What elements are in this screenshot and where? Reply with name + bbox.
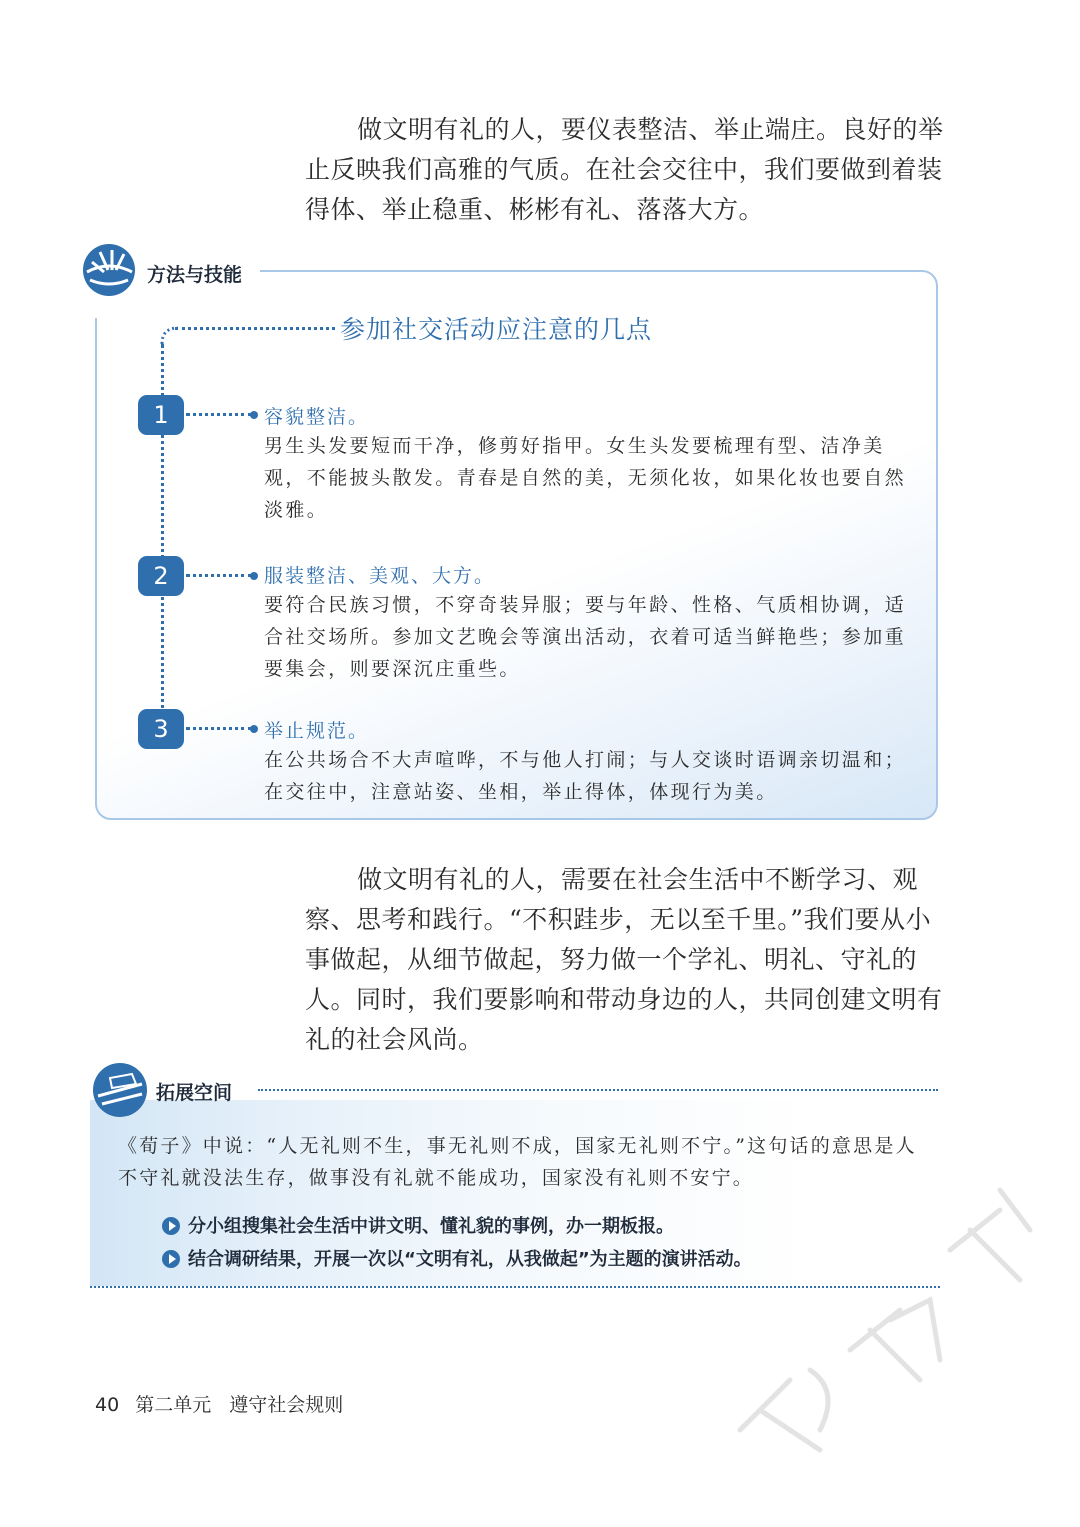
item-3-dot [250,725,258,733]
watermark-logo [700,1130,1060,1490]
page-number: 40 [95,1394,120,1416]
item-3-heading: 举止规范。 [264,720,370,742]
expansion-space-title: 拓展空间 [156,1082,233,1104]
unit-label: 第二单元 [135,1394,212,1416]
method-skills-icon [82,242,136,298]
expansion-space-icon [92,1062,148,1118]
item-3-body: 在公共场合不大声喧哗，不与他人打闹；与人交谈时语调亲切温和；在交往中，注意站姿、坐相，举止得体，体现行为美。 [264,749,907,803]
method-subtitle: 参加社交活动应注意的几点 [340,315,653,344]
item-number-3: 3 [138,709,184,749]
page-footer [95,1390,343,1417]
arrow-right-icon [162,1217,180,1235]
item-2-body: 要符合民族习惯，不穿奇装异服；要与年龄、性格、气质相协调，适合社交场所。参加文艺晚会等演出活动，衣着可适当鲜艳些；参加重要集会，则要深沉庄重些。 [264,594,907,680]
body-paragraph-1: 做文明有礼的人，要仪表整洁、举止端庄。良好的举止反映我们高雅的气质。在社会交往中，我们要做到着装得体、举止稳重、彬彬有礼、落落大方。 [305,115,944,224]
unit-title: 遵守社会规则 [229,1394,344,1416]
activity-1 [162,1212,674,1238]
xunzi-quote: 《荀子》中说：“人无礼则不生，事无礼则不成，国家无礼则不宁。”这句话的意思是人不守礼就没法生存，做事没有礼就不能成功，国家没有礼则不安宁。 [118,1135,917,1189]
item-1-connector [186,413,252,416]
connector-corner [160,326,180,346]
body-paragraph-2: 做文明有礼的人，需要在社会生活中不断学习、观察、思考和践行。“不积跬步，无以至千里。”我们要从小事做起，从细节做起，努力做一个学礼、明礼、守礼的人。同时，我们要影响和带动身边的人，共同创建文明有礼的社会风尚。 [305,865,943,1054]
activity-2 [162,1245,752,1271]
item-1-dot [250,411,258,419]
subtitle-connector [175,327,335,330]
item-2-connector [186,574,252,577]
method-skills-box [95,270,938,820]
expansion-top-rule [258,1089,938,1091]
activity-2-text: 结合调研结果，开展一次以“文明有礼，从我做起”为主题的演讲活动。 [188,1249,752,1270]
method-skills-title: 方法与技能 [147,264,243,286]
item-number-2: 2 [138,556,184,596]
item-1-body: 男生头发要短而干净，修剪好指甲。女生头发要梳理有型、洁净美观，不能披头散发。青春是自然的美，无须化妆，如果化妆也要自然淡雅。 [264,435,907,521]
item-number-1: 1 [138,395,184,435]
arrow-right-icon [162,1250,180,1268]
item-2-dot [250,572,258,580]
activity-1-text: 分小组搜集社会生活中讲文明、懂礼貌的事例，办一期板报。 [188,1216,674,1237]
item-1-heading: 容貌整洁。 [264,406,370,428]
item-3-connector [186,727,252,730]
item-2-heading: 服装整洁、美观、大方。 [264,565,496,587]
